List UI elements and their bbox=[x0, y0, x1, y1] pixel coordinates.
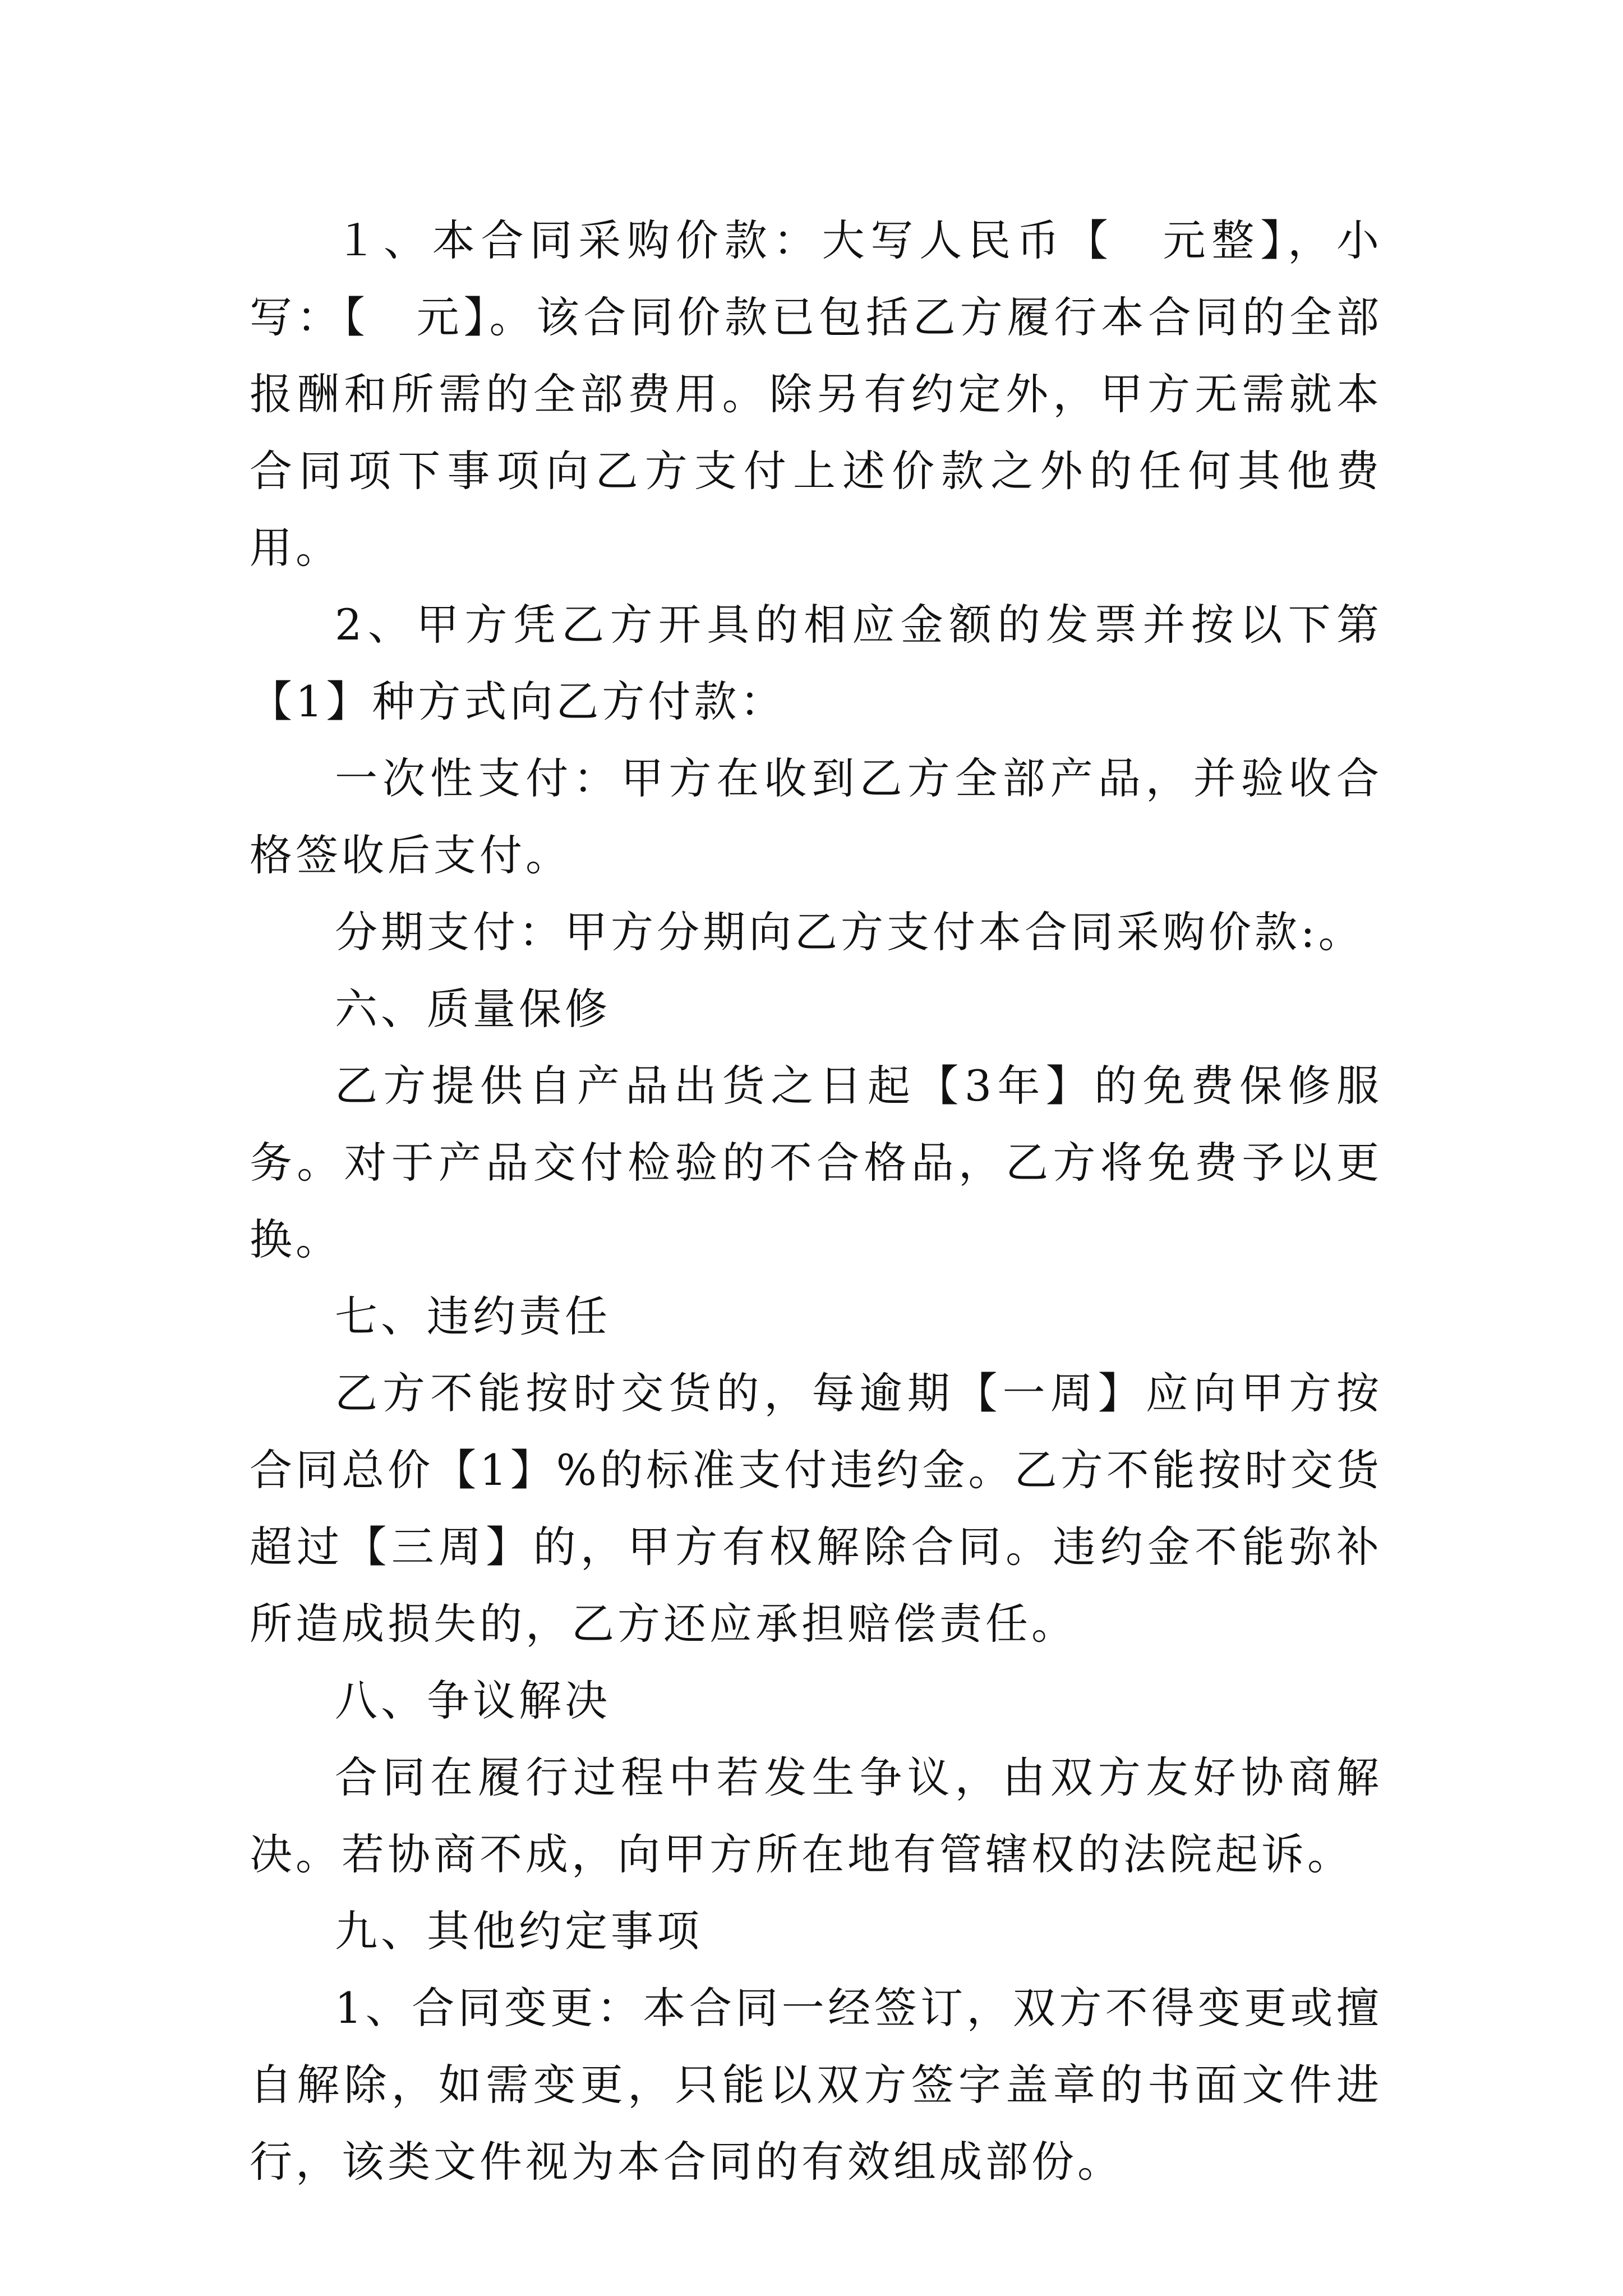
section-heading-dispute: 八、争议解决 bbox=[335, 1676, 611, 1726]
document-body bbox=[250, 202, 1382, 2200]
breach-text: 乙方不能按时交货的，每逾期【一周】应向甲方按合同总价【1】%的标准支付违约金。乙方不能按时交货超过【三周】的，甲方有权解除合同。违约金不能弥补所造成损失的，乙方还应承担赔偿责任。 bbox=[250, 1368, 1382, 1649]
clause-price: １、本合同采购价款：大写人民币【 元整】，小写：【 元】。该合同价款已包括乙方履行本合同的全部报酬和所需的全部费用。除另有约定外，甲方无需就本合同项下事项向乙方支付上述价款之外的任何其他费用。 bbox=[250, 215, 1382, 573]
clause-payment-method: 2、甲方凭乙方开具的相应金额的发票并按以下第【1】种方式向乙方付款： bbox=[250, 600, 1382, 726]
payment-installment: 分期支付：甲方分期向乙方支付本合同采购价款:。 bbox=[335, 907, 1364, 957]
contract-change-text: 1、合同变更：本合同一经签订，双方不得变更或擅自解除，如需变更，只能以双方签字盖章的书面文件进行，该类文件视为本合同的有效组成部份。 bbox=[250, 1983, 1382, 2187]
section-heading-warranty: 六、质量保修 bbox=[335, 984, 611, 1034]
payment-lump-sum: 一次性支付：甲方在收到乙方全部产品，并验收合格签收后支付。 bbox=[250, 753, 1382, 880]
warranty-text: 乙方提供自产品出货之日起【3年】的免费保修服务。对于产品交付检验的不合格品，乙方将免费予以更换。 bbox=[250, 1061, 1382, 1264]
section-heading-other: 九、其他约定事项 bbox=[335, 1906, 703, 1956]
section-heading-breach: 七、违约责任 bbox=[335, 1291, 611, 1341]
dispute-text: 合同在履行过程中若发生争议，由双方友好协商解决。若协商不成，向甲方所在地有管辖权的法院起诉。 bbox=[250, 1752, 1382, 1879]
